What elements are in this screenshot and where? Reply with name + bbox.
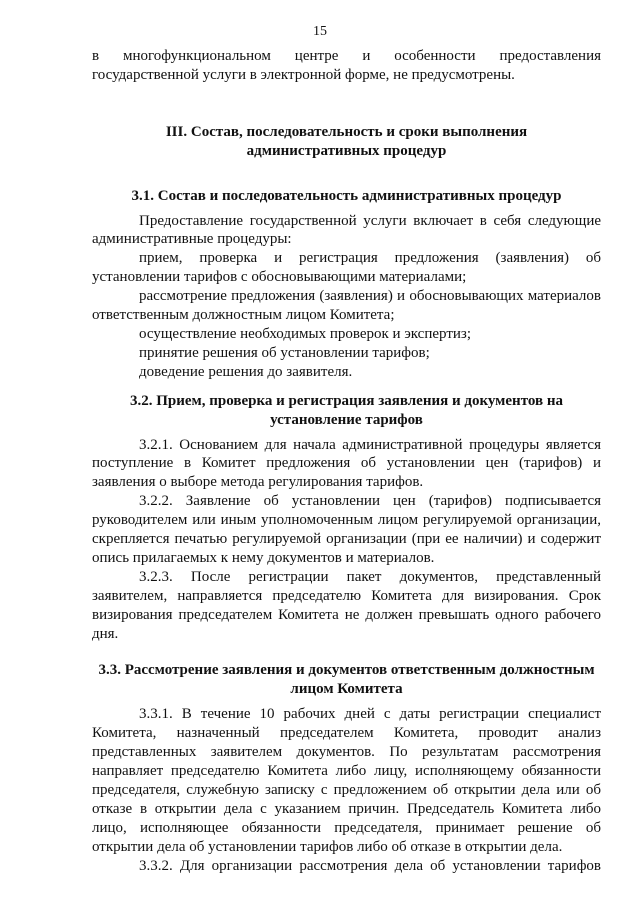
intro-line-1: в многофункциональном центре и особенности предоставления <box>92 48 601 64</box>
procedure-item: доведение решения до заявителя. <box>139 363 353 380</box>
paragraph-3-2-3: 3.2.3. После регистрации пакет документов, представленный заявителем, направляется председателю Комитета для визирования. Срок визирования председателем Комитета не должен превышать одного рабочего дня. <box>92 568 601 642</box>
subsection-3-1-intro: Предоставление государственной услуги включает в себя следующие административные процедуры: <box>92 212 601 248</box>
procedure-item: принятие решения об установлении тарифов; <box>139 344 430 361</box>
procedure-item: рассмотрение предложения (заявления) и обосновывающих материалов ответственным должностным лицом Комитета; <box>92 288 601 324</box>
section-title-line-1: III. Состав, последовательность и сроки выполнения <box>165 123 528 140</box>
procedure-item: прием, проверка и регистрация предложения (заявления) об установлении тарифов с обосновывающими материалами; <box>92 250 601 286</box>
subsection-3-3-title-line-1: 3.3. Рассмотрение заявления и документов ответственным должностным <box>98 662 595 679</box>
document-body <box>92 47 601 875</box>
intro-line-2: государственной услуги в электронной форме, не предусмотрены. <box>92 66 515 83</box>
paragraph-3-3-2: 3.3.2. Для организации рассмотрения дела об установлении тарифов <box>139 857 601 874</box>
page-number: 15 <box>313 24 327 39</box>
section-title-line-2: административных процедур <box>246 142 447 159</box>
paragraph-3-2-2: 3.2.2. Заявление об установлении цен (тарифов) подписывается руководителем или иным уполномоченным лицом регулируемой организации, скрепляется печатью регулируемой организации (при ее наличии) и содержит опись прилагаемых к нему документов и материалов. <box>92 493 601 566</box>
subsection-3-3-title-line-2: лицом Комитета <box>290 681 403 698</box>
subsection-3-1-title: 3.1. Состав и последовательность административных процедур <box>131 187 562 204</box>
subsection-3-2-title <box>92 392 601 430</box>
subsection-3-2-title-line-2: установление тарифов <box>270 411 423 428</box>
procedure-item: осуществление необходимых проверок и экспертиз; <box>139 325 472 342</box>
subsection-3-2-title-line-1: 3.2. Прием, проверка и регистрация заявления и документов на <box>130 392 563 409</box>
paragraph-3-3-1: 3.3.1. В течение 10 рабочих дней с даты регистрации специалист Комитета, назначенный председателем Комитета, проводит анализ представленных заявителем документов. По результатам рассмотрения направляет председателю Комитета либо лицу, исполняющему обязанности председателя, служебную записку с предложением об открытии дела или об отказе в открытии дела с указанием причин. Председатель Комитета либо лицо, исполняющее обязанности председателя, принимает решение об открытии дела об установлении тарифов либо об отказе в открытии дела. <box>92 706 601 855</box>
subsection-3-3-title <box>92 661 601 699</box>
section-title <box>92 123 601 161</box>
paragraph-3-2-1: 3.2.1. Основанием для начала административной процедуры является поступление в Комитет предложения об установлении цен (тарифов) и заявления о выборе метода регулирования тарифов. <box>92 436 601 491</box>
